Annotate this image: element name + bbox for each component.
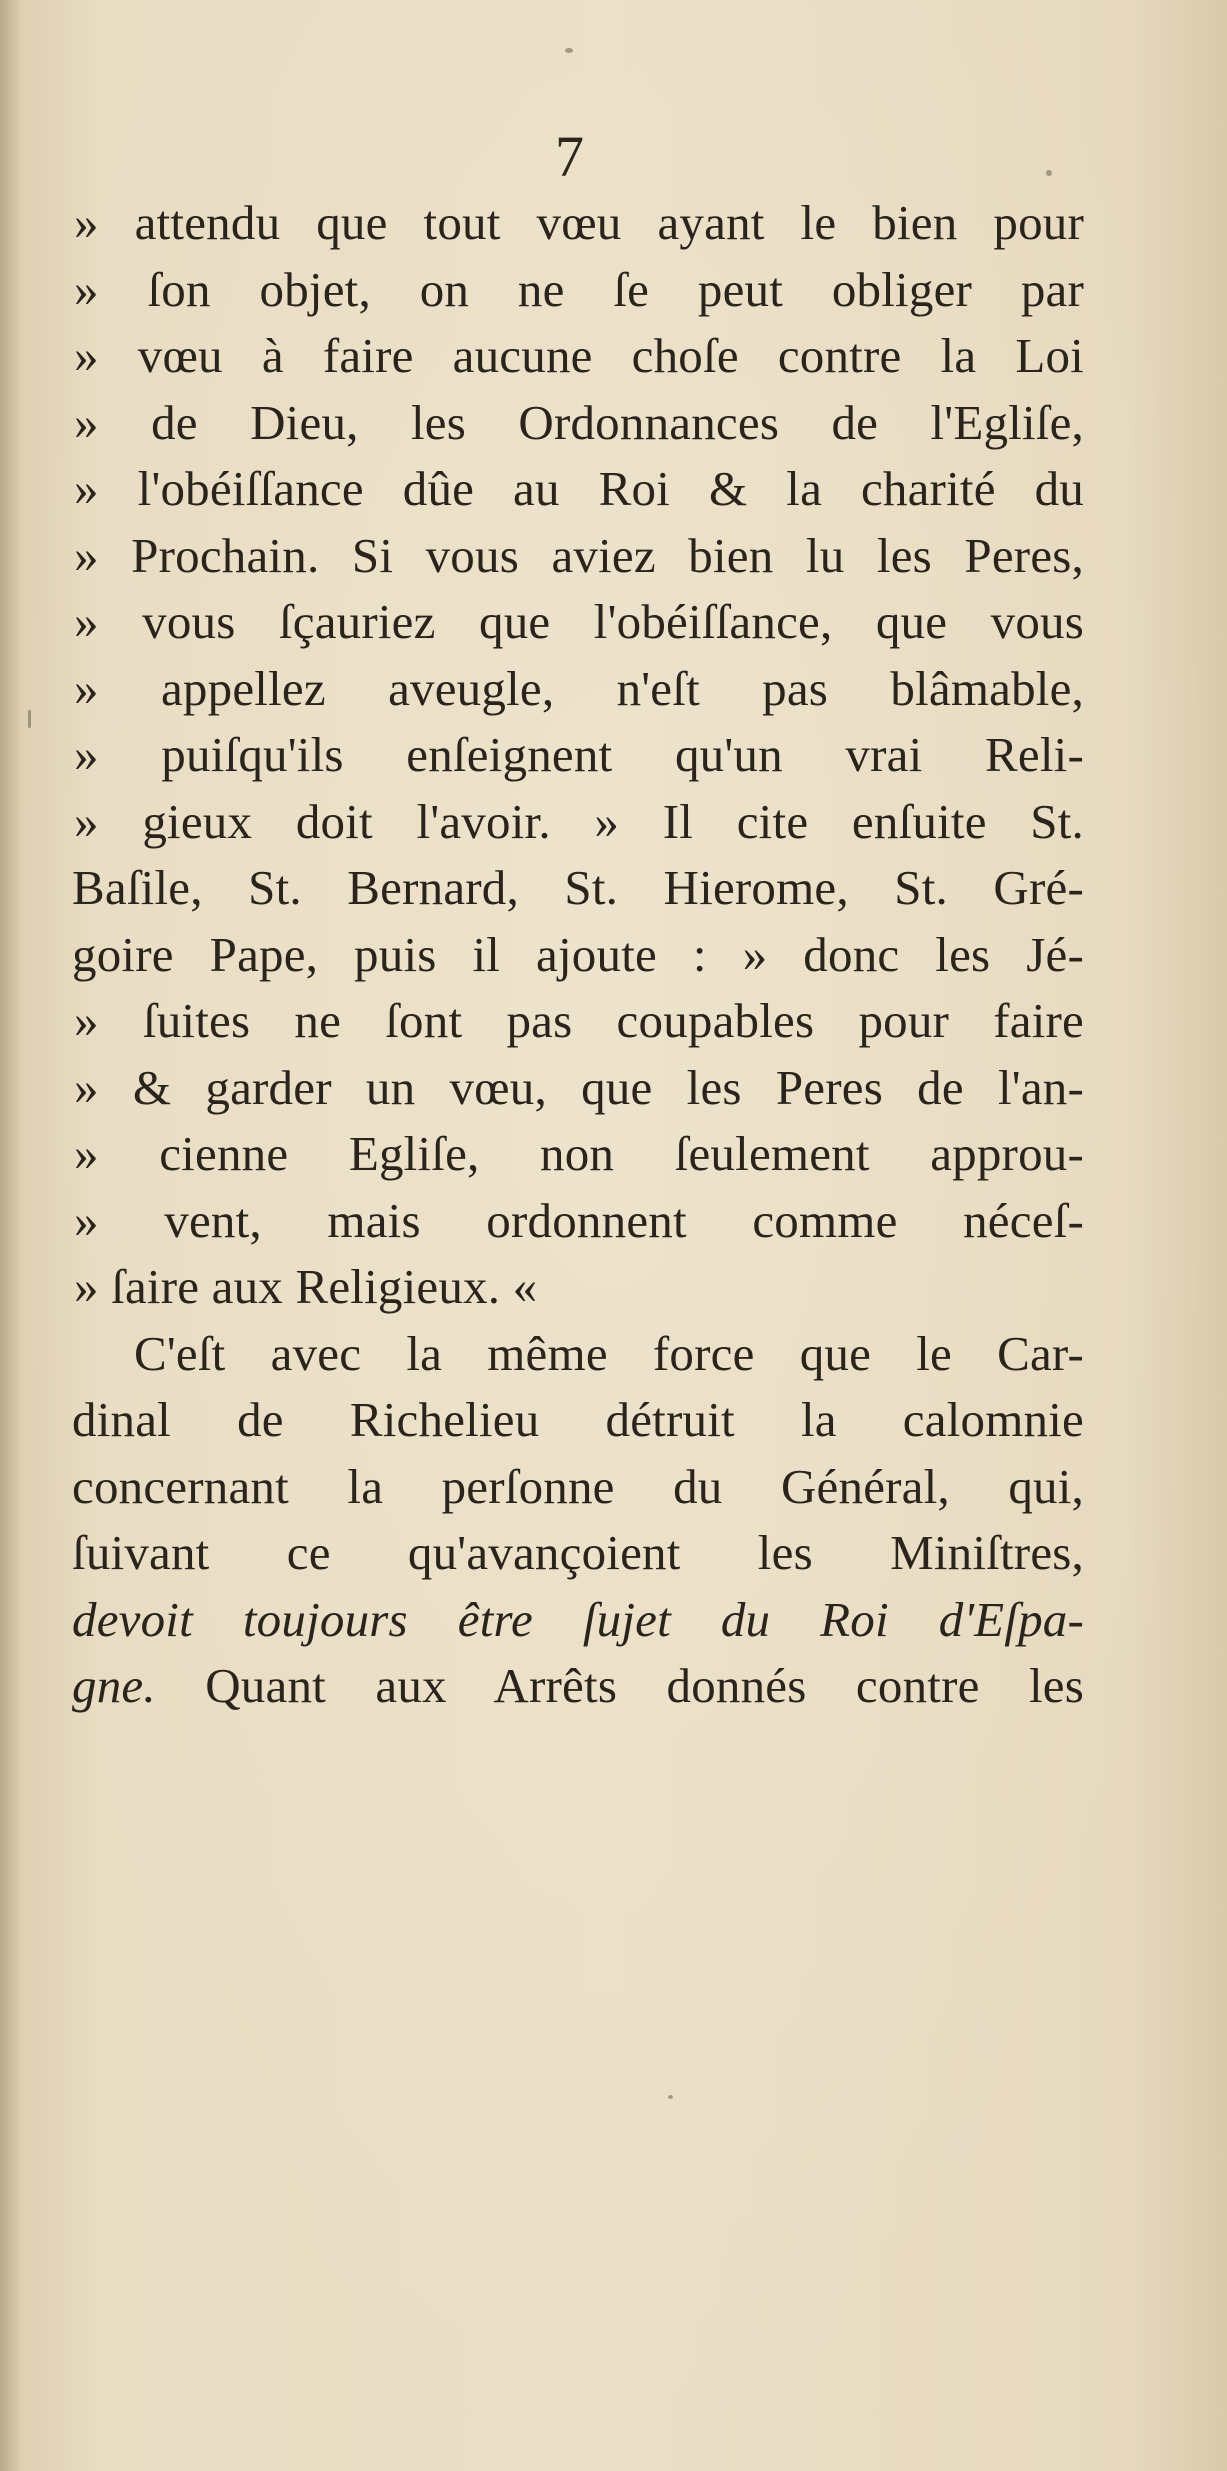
italic-word: gne. — [72, 1658, 156, 1713]
italic-phrase: devoit toujours être ſujet du Roi d'Eſpa- — [72, 1591, 1084, 1647]
page-fold-shadow — [0, 0, 22, 2471]
paper-speck — [668, 2095, 673, 2099]
paper-speck — [28, 710, 31, 728]
text-line-22 — [72, 1587, 1084, 1654]
text-line-12: goire Pape, puis il ajoute : » donc les Jé- — [72, 926, 1084, 982]
text-line-14: » & garder un vœu, que les Peres de l'an- — [74, 1059, 1084, 1115]
body-text — [74, 190, 1084, 1720]
page-number: 7 — [555, 124, 584, 189]
text-line-3: » vœu à faire aucune choſe contre la Loi — [74, 328, 1084, 383]
text-line-23-rest: Quant aux Arrêts donnés contre les — [155, 1658, 1084, 1713]
text-line-9: » puiſqu'ils enſeignent qu'un vrai Reli- — [74, 727, 1084, 782]
text-line-4: » de Dieu, les Ordonnances de l'Egliſe, — [74, 394, 1084, 450]
text-line-6: » Prochain. Si vous aviez bien lu les Peres, — [74, 527, 1084, 583]
text-line-13: » ſuites ne ſont pas coupables pour faire — [74, 993, 1084, 1048]
text-line-2: » ſon objet, on ne ſe peut obliger par — [74, 261, 1084, 317]
paper-speck — [565, 48, 573, 53]
text-line-21: ſuivant ce qu'avançoient les Miniſtres, — [72, 1525, 1084, 1580]
text-line-20: concernant la perſonne du Général, qui, — [72, 1458, 1084, 1514]
text-line-1: » attendu que tout vœu ayant le bien pour — [74, 195, 1084, 250]
paper-speck — [1046, 170, 1052, 176]
text-line-7: » vous ſçauriez que l'obéiſſance, que vous — [74, 594, 1084, 649]
text-line-8: » appellez aveugle, n'eſt pas blâmable, — [74, 660, 1084, 716]
text-line-5: » l'obéiſſance dûe au Roi & la charité du — [74, 461, 1084, 516]
text-line-15: » cienne Egliſe, non ſeulement approu- — [74, 1126, 1084, 1181]
text-line-11: Baſile, St. Bernard, St. Hierome, St. Gré- — [72, 860, 1084, 915]
text-line-18: C'eſt avec la même force que le Car- — [134, 1325, 1084, 1381]
text-line-19: dinal de Richelieu détruit la calomnie — [72, 1392, 1084, 1447]
text-line-10: » gieux doit l'avoir. » Il cite enſuite St. — [74, 793, 1084, 849]
text-line-17: » ſaire aux Religieux. « — [74, 1259, 538, 1314]
text-line-23 — [72, 1653, 1084, 1720]
text-line-16: » vent, mais ordonnent comme néceſ- — [74, 1192, 1084, 1248]
